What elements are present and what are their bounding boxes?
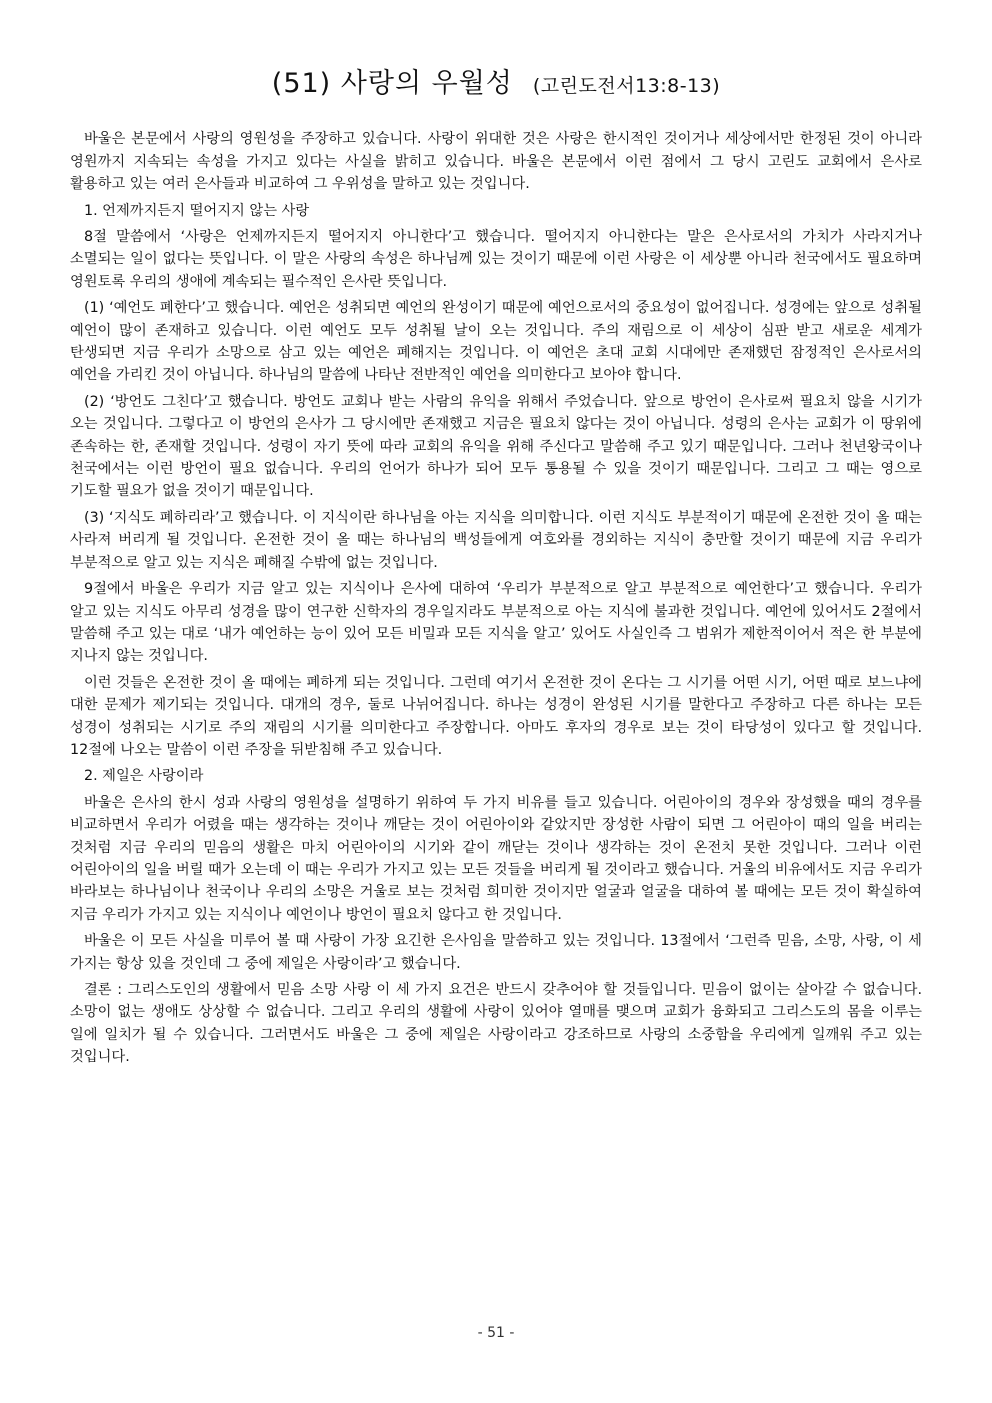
section-heading-1: 1. 언제까지든지 떨어지지 않는 사랑 xyxy=(84,202,310,219)
perfect-time-paragraph: 이런 것들은 온전한 것이 올 때에는 폐하게 되는 것입니다. 그런데 여기서 온전한 것이 온다는 그 시기를 어떤 시기, 어떤 때로 보느냐에 대한 문제가 제기되는 것입니다. 대개의 경우, 둘로 나뉘어집니다. 하나는 성경이 완성된 시기를 말한다고 주장하고 다른 하나는 모든 성경이 성취되는 시기로 주의 재림의 시기를 의미한다고 주장합니다. 아마도 후자의 경우로 보는 것이 타당성이 있다고 할 것입니다. 12절에 나오는 말씀이 이런 주장을 뒤받침해 주고 있습니다. xyxy=(70,674,922,758)
child-mirror-paragraph: 바울은 은사의 한시 성과 사랑의 영원성을 설명하기 위하여 두 가지 비유를 들고 있습니다. 어린아이의 경우와 장성했을 때의 경우를 비교하면서 우리가 어렸을 때는 생각하는 것이나 깨닫는 것이 어린아이와 같았지만 장성한 사람이 되면 그 어린아이 때의 일을 버리는 것처럼 지금 우리의 믿음의 생활은 마치 어린아이의 시기와 같이 깨닫는 것이나 생각하는 것이 온전치 못한 것입니다. 그러나 이런 어린아이의 일을 버릴 때가 오는데 이 때는 우리가 가지고 있는 모든 것들을 버리게 될 것이라고 했습니다. 거울의 비유에서도 지금 우리가 바라보는 하나님이나 천국이나 우리의 소망은 거울로 보는 것처럼 희미한 것이지만 얼굴과 얼굴을 대하여 볼 때에는 모든 것이 확실하여 지금 우리가 가지고 있는 지식이나 예언이나 방언이 필요치 않다고 한 것입니다. xyxy=(70,794,922,923)
verse-8-paragraph: 8절 말씀에서 ‘사랑은 언제까지든지 떨어지지 아니한다’고 했습니다. 떨어지지 아니한다는 말은 은사로서의 가치가 사라지거나 소멸되는 일이 없다는 뜻입니다. 이 말은 사랑의 속성은 하나님께 있는 것이기 때문에 이런 사랑은 이 세상뿐 아니라 천국에서도 필요하며 영원토록 우리의 생애에 계속되는 필수적인 은사란 뜻입니다. xyxy=(70,229,922,290)
knowledge-paragraph: (3) ‘지식도 폐하리라’고 했습니다. 이 지식이란 하나님을 아는 지식을 의미합니다. 이런 지식도 부분적이기 때문에 온전한 것이 올 때는 사라져 버리게 될 것입니다. 온전한 것이 올 때는 하나님의 백성들에게 여호와를 경외하는 지식이 충만할 것이기 때문에 지금 우리가 부분적으로 알고 있는 지식은 폐해질 수밖에 없는 것입니다. xyxy=(70,509,922,571)
section-heading-2: 2. 제일은 사랑이라 xyxy=(84,768,204,785)
document-body xyxy=(70,128,922,1068)
title-main: (51) 사랑의 우월성 xyxy=(271,68,513,99)
intro-paragraph: 바울은 본문에서 사랑의 영원성을 주장하고 있습니다. 사랑이 위대한 것은 사랑은 한시적인 것이거나 세상에서만 한정된 것이 아니라 영원까지 지속되는 속성을 가지고 있다는 사실을 밝히고 있습니다. 바울은 본문에서 이런 점에서 그 당시 고린도 교회에서 은사로 활용하고 있는 여러 은사들과 비교하여 그 우위성을 말하고 있는 것입니다. xyxy=(70,131,922,193)
prophecy-paragraph: (1) ‘예언도 폐한다’고 했습니다. 예언은 성취되면 예언의 완성이기 때문에 예언으로서의 중요성이 없어집니다. 성경에는 앞으로 성취될 예언이 많이 존재하고 있습니다. 이런 예언도 모두 성취될 날이 오는 것입니다. 주의 재림으로 이 세상이 심판 받고 새로운 세계가 탄생되면 지금 우리가 소망으로 삼고 있는 예언은 폐해지는 것입니다. 이 예언은 초대 교회 시대에만 존재했던 잠정적인 은사로서의 예언을 가리킨 것이 아닙니다. 하나님의 말씀에 나타난 전반적인 예언을 의미한다고 보아야 합니다. xyxy=(70,300,922,384)
verse-13-paragraph: 바울은 이 모든 사실을 미루어 볼 때 사랑이 가장 요긴한 은사임을 말씀하고 있는 것입니다. 13절에서 ‘그런즉 믿음, 소망, 사랑, 이 세 가지는 항상 있을 것인데 그 중에 제일은 사랑이라’고 했습니다. xyxy=(70,933,922,972)
page-number: - 51 - xyxy=(477,1325,515,1341)
conclusion-paragraph: 결론 : 그리스도인의 생활에서 믿음 소망 사랑 이 세 가지 요건은 반드시 갖추어야 할 것들입니다. 믿음이 없이는 살아갈 수 없습니다. 소망이 없는 생애도 상상할 수 없습니다. 그리고 우리의 생활에 사랑이 있어야 열매를 맺으며 교회가 융화되고 그리스도의 몸을 이루는 일에 일치가 될 수 있습니다. 그러면서도 바울은 그 중에 제일은 사랑이라고 강조하므로 사랑의 소중함을 우리에게 일깨워 주고 있는 것입니다. xyxy=(70,982,922,1066)
tongues-paragraph: (2) ‘방언도 그친다’고 했습니다. 방언도 교회나 받는 사람의 유익을 위해서 주었습니다. 앞으로 방언이 은사로써 필요치 않을 시기가 오는 것입니다. 그렇다고 이 방언의 은사가 그 당시에만 존재했고 지금은 필요치 않다는 것이 아닙니다. 성령의 은사는 교회가 이 땅위에 존속하는 한, 존재할 것입니다. 성령이 자기 뜻에 따라 교회의 유익을 위해 주신다고 말씀해 주고 있기 때문입니다. 그러나 천년왕국이나 천국에서는 이런 방언이 필요 없습니다. 우리의 언어가 하나가 되어 모두 통용될 수 있을 것이기 때문입니다. 그리고 그 때는 영으로 기도할 필요가 없을 것이기 때문입니다. xyxy=(70,393,922,500)
verse-9-paragraph: 9절에서 바울은 우리가 지금 알고 있는 지식이나 은사에 대하여 ‘우리가 부분적으로 알고 부분적으로 예언한다’고 했습니다. 우리가 알고 있는 지식도 아무리 성경을 많이 연구한 신학자의 경우일지라도 부분적으로 아는 지식에 불과한 것입니다. 예언에 있어서도 2절에서 말씀해 주고 있는 대로 ‘내가 예언하는 능이 있어 모든 비밀과 모든 지식을 알고’ 있어도 사실인즉 그 범위가 제한적이어서 적은 한 부분에 지나지 않는 것입니다. xyxy=(70,581,922,665)
title-scripture-reference: (고린도전서13:8-13) xyxy=(532,75,721,97)
document-page xyxy=(70,62,922,1073)
page-title xyxy=(70,62,922,100)
